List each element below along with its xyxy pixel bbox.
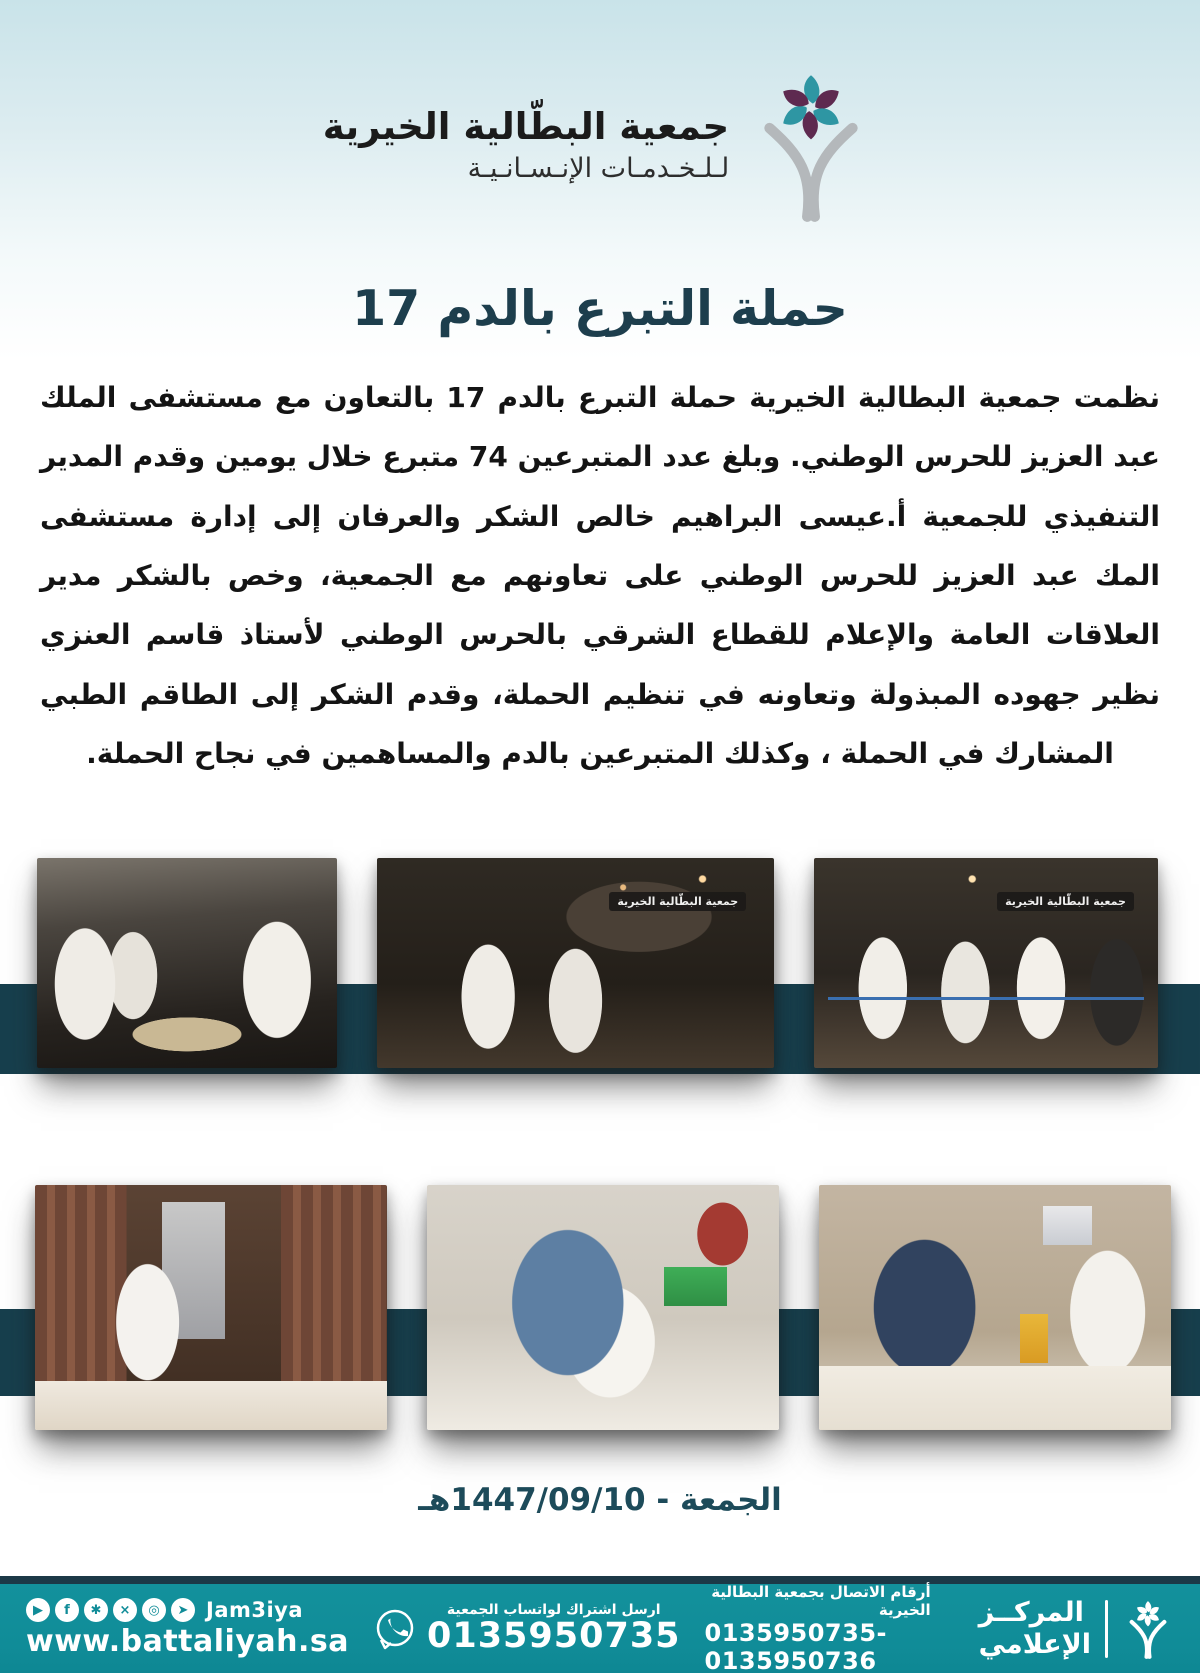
- photo-site-tour: [377, 858, 774, 1068]
- photo-ribbon-cutting: [814, 858, 1158, 1068]
- org-name: [323, 104, 729, 188]
- media-center-block: [979, 1596, 1174, 1662]
- org-logo-group: [0, 62, 1200, 230]
- page-title: حملة التبرع بالدم 17: [352, 280, 848, 337]
- org-name-line2: لـلـخـدمـات الإنـسـانـيـة: [467, 153, 730, 185]
- org-logo-icon: [745, 62, 877, 230]
- photo-tent-demo: [37, 858, 337, 1068]
- facebook-icon[interactable]: f: [55, 1598, 79, 1622]
- photo-row-1: [0, 806, 1200, 1106]
- photo-blood-pressure: [819, 1185, 1171, 1430]
- photo-sign-text: جمعية البطّالية الخيرية: [997, 892, 1134, 911]
- whatsapp-icon: [373, 1607, 417, 1651]
- telegram-icon[interactable]: ➤: [171, 1598, 195, 1622]
- photo-sign-text: جمعية البطّالية الخيرية: [609, 892, 746, 911]
- x-icon[interactable]: ×: [113, 1598, 137, 1622]
- social-icons-row: [26, 1598, 303, 1622]
- photo-row-2: [0, 1130, 1200, 1460]
- instagram-icon[interactable]: ◎: [142, 1598, 166, 1622]
- media-center-logo-icon: [1122, 1596, 1174, 1662]
- contact-numbers-block: [705, 1583, 931, 1675]
- website-url[interactable]: www.battaliyah.sa: [26, 1624, 349, 1659]
- footer-top-band: [0, 1576, 1200, 1584]
- whatsapp-number[interactable]: 0135950735: [427, 1616, 681, 1657]
- footer-bar: [0, 1584, 1200, 1673]
- vertical-divider: [1105, 1600, 1108, 1658]
- media-center-line2: الإعلامي: [978, 1628, 1091, 1660]
- whatsapp-texts: [427, 1602, 681, 1655]
- org-name-line1: جمعية البطّالية الخيرية: [322, 104, 730, 148]
- social-website-block: [26, 1598, 349, 1659]
- contact-label: أرقام الاتصال بجمعية البطالية الخيرية: [711, 1582, 931, 1619]
- media-center-line1: المركــز: [978, 1597, 1084, 1629]
- whatsapp-label: ارسل اشتراك لواتساب الجمعية: [446, 1602, 661, 1619]
- youtube-icon[interactable]: ▶: [26, 1598, 50, 1622]
- event-date: الجمعة - 1447/09/10هـ: [418, 1482, 782, 1518]
- photo-sample-prep: [35, 1185, 387, 1430]
- contact-numbers[interactable]: 0135950735-0135950736: [704, 1618, 887, 1675]
- announcement-paragraph: نظمت جمعية البطالية الخيرية حملة التبرع بالدم 17 بالتعاون مع مستشفى الملك عبد العزيز للحرس الوطني. وبلغ عدد المتبرعين 74 متبرع خلال يومين وقدم المدير التنفيذي للجمعية أ.عيسى البراهيم خالص الشكر والعرفان إلى إدارة مستشفى المك عبد العزيز للحرس الوطني على تعاونهم مع الجمعية، وخص بالشكر مدير العلاقات العامة والإعلام للقطاع الشرقي بالحرس الوطني لأستاذ قاسم العنزي نظير جهوده المبذولة وتعاونه في تنظيم الحملة، وقدم الشكر إلى الطاقم الطبي المشارك في الحملة ، وكذلك المتبرعين بالدم والمساهمين في نجاح الحملة.: [40, 381, 1160, 771]
- whatsapp-block: [373, 1602, 681, 1655]
- snapchat-icon[interactable]: ✱: [84, 1598, 108, 1622]
- photo-donor-chair: [427, 1185, 779, 1430]
- social-handle[interactable]: Jam3iya: [206, 1598, 304, 1622]
- media-center-title: [979, 1597, 1091, 1659]
